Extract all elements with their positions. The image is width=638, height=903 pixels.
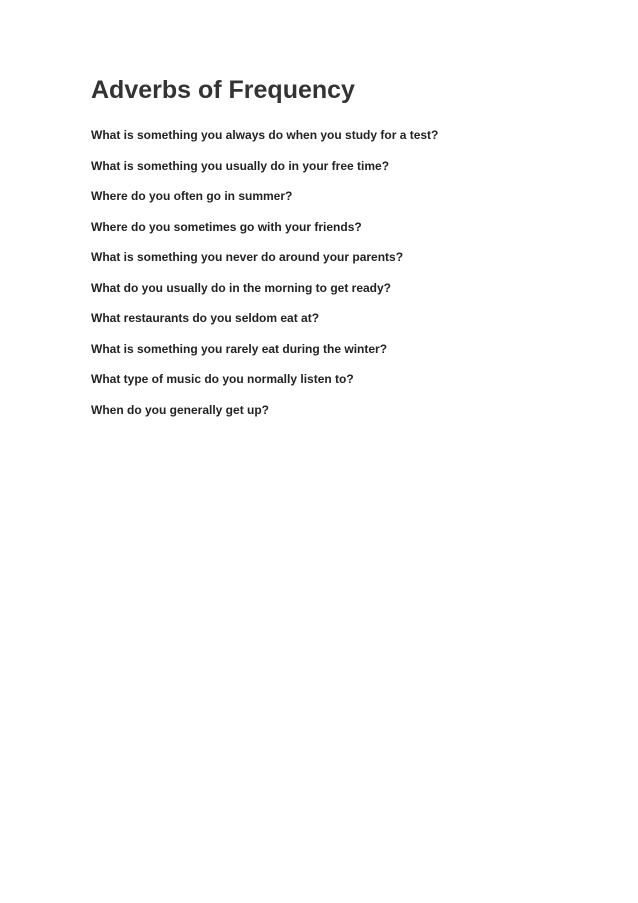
question-item: What do you usually do in the morning to get ready? [91, 280, 392, 295]
question-item: What is something you usually do in your free time? [91, 158, 390, 173]
question-list [91, 120, 438, 425]
question-item: Where do you sometimes go with your friends? [91, 219, 362, 234]
question-item: What is something you never do around your parents? [91, 250, 404, 264]
question-item: What type of music do you normally listen to? [91, 372, 354, 386]
document-title: Adverbs of Frequency [91, 76, 355, 104]
question-item: What restaurants do you seldom eat at? [91, 311, 320, 325]
question-item: What is something you rarely eat during the winter? [91, 341, 388, 356]
question-item: Where do you often go in summer? [91, 189, 293, 203]
question-item: What is something you always do when you study for a test? [91, 128, 439, 142]
question-item: When do you generally get up? [91, 402, 270, 417]
